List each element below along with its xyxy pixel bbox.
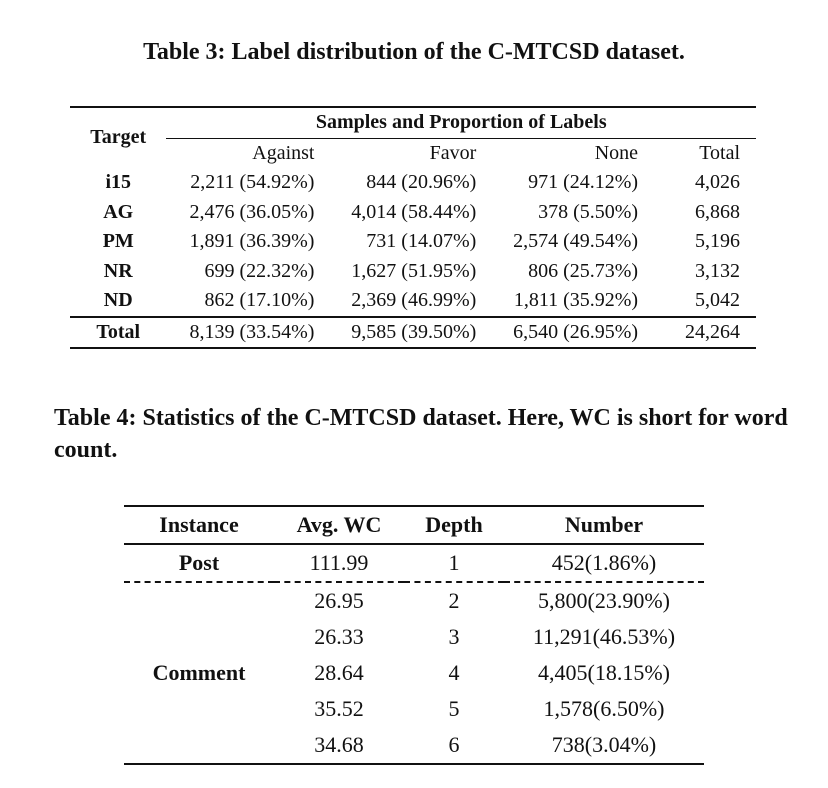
table3-col-favor: Favor (429, 141, 477, 164)
cell-none: 806 (25.73%) (528, 259, 639, 282)
table3-col-total: Total (699, 141, 740, 164)
row-target: PM (102, 230, 134, 252)
table3-col-none: None (594, 141, 639, 164)
cell-total: 4,026 (695, 171, 740, 193)
cell-depth: 3 (448, 624, 460, 649)
cell-number: 738(3.04%) (551, 732, 657, 757)
cell-against: 2,476 (36.05%) (189, 200, 315, 223)
table-row (70, 286, 756, 317)
row-target: i15 (105, 171, 132, 193)
cell-avg-wc: 28.64 (314, 660, 364, 685)
cell-none: 971 (24.12%) (528, 171, 639, 193)
cell-depth: 4 (448, 660, 460, 685)
cell-against: 2,211 (54.92%) (190, 171, 315, 193)
cell-favor: 4,014 (58.44%) (351, 200, 477, 223)
table4-col-number: Number (504, 506, 704, 544)
cell-avg-wc: 111.99 (274, 544, 404, 582)
cell-number: 452(1.86%) (504, 544, 704, 582)
cell-avg-wc: 26.33 (314, 624, 364, 649)
row-target: NR (103, 259, 133, 282)
table3-target-header: Target (90, 126, 147, 149)
row-target: Total (70, 317, 166, 349)
cell-number: 11,291(46.53%) (532, 624, 676, 649)
cell-against: 699 (22.32%) (204, 259, 315, 282)
cell-favor: 731 (14.07%) (366, 230, 477, 252)
cell-favor: 9,585 (39.50%) (314, 317, 476, 349)
cell-favor: 844 (20.96%) (366, 171, 477, 193)
table3-col-against: Against (252, 141, 315, 164)
table3-group-header: Samples and Proportion of Labels (166, 107, 756, 138)
cell-against: 8,139 (33.54%) (166, 317, 314, 349)
cell-depth: 6 (448, 732, 460, 757)
table-row (70, 168, 756, 198)
cell-total: 6,868 (695, 200, 740, 223)
cell-total: 5,196 (695, 230, 740, 252)
table-row (124, 582, 704, 619)
table4 (124, 505, 704, 765)
table-row (70, 198, 756, 228)
cell-none: 1,811 (35.92%) (513, 289, 639, 311)
cell-none: 378 (5.50%) (538, 200, 639, 223)
table3-caption: Table 3: Label distribution of the C-MTCSD dataset. (143, 39, 685, 65)
table4-post-row (124, 544, 704, 582)
table4-col-instance: Instance (124, 506, 274, 544)
cell-number: 1,578(6.50%) (543, 696, 665, 721)
cell-favor: 1,627 (51.95%) (351, 259, 477, 282)
cell-avg-wc: 35.52 (314, 696, 364, 721)
row-target: AG (103, 200, 134, 223)
table-row (70, 257, 756, 287)
cell-favor: 2,369 (46.99%) (351, 289, 477, 311)
cell-depth: 1 (404, 544, 504, 582)
table-row (70, 227, 756, 257)
instance-comment: Comment (152, 660, 246, 685)
cell-avg-wc: 26.95 (314, 588, 364, 613)
table3 (70, 106, 756, 349)
cell-against: 1,891 (36.39%) (189, 230, 315, 252)
instance-post: Post (124, 544, 274, 582)
cell-avg-wc: 34.68 (314, 732, 364, 757)
cell-depth: 2 (448, 588, 460, 613)
cell-total: 3,132 (695, 259, 740, 282)
table4-header-row (124, 506, 704, 544)
cell-total: 24,264 (638, 317, 756, 349)
cell-none: 6,540 (26.95%) (476, 317, 638, 349)
cell-depth: 5 (448, 696, 460, 721)
cell-total: 5,042 (695, 289, 740, 311)
table3-subheader-row (70, 138, 756, 168)
table3-total-row (70, 317, 756, 349)
cell-against: 862 (17.10%) (204, 289, 315, 311)
table3-header-row (70, 107, 756, 138)
table4-col-depth: Depth (404, 506, 504, 544)
cell-number: 4,405(18.15%) (538, 660, 670, 685)
cell-none: 2,574 (49.54%) (513, 230, 639, 252)
table4-caption: Table 4: Statistics of the C-MTCSD dataset. Here, WC is short for word count. (54, 405, 788, 463)
cell-number: 5,800(23.90%) (538, 588, 670, 613)
table4-col-avg-wc: Avg. WC (274, 506, 404, 544)
row-target: ND (103, 289, 133, 311)
